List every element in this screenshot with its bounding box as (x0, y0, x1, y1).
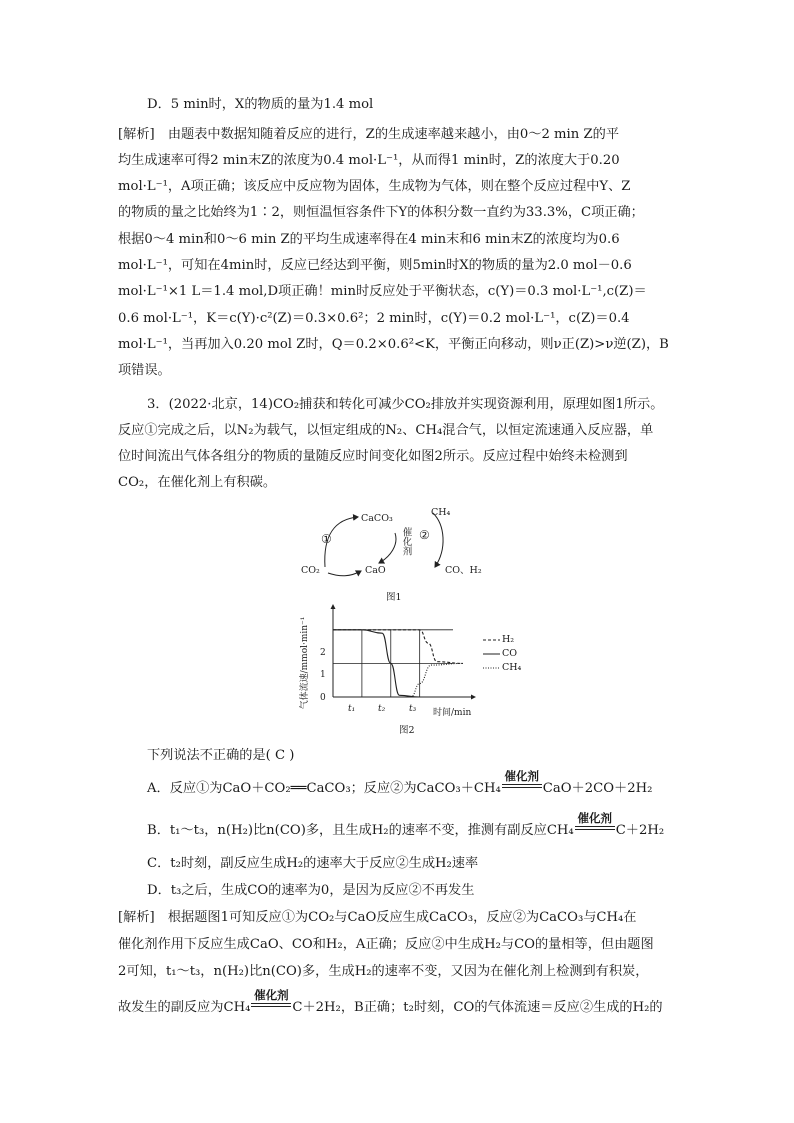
analysis-paragraph-1-line-4: 的物质的量之比始终为1∶2，则恒温恒容条件下Y的体积分数一直约为33.3%，C项正确； (118, 205, 644, 220)
catalyst-arrow (502, 769, 542, 797)
option-b-products: C＋2H₂ (615, 823, 665, 838)
question-3-stem-line-3: 位时间流出气体各组分的物质的量随反应时间变化如图2所示。反应过程中始终未检测到 (118, 449, 628, 464)
option-a-products: CaO＋2CO＋2H₂ (542, 781, 653, 796)
caco3-label: CaCO₃ (361, 513, 393, 524)
y-tick-0: 0 (320, 693, 326, 703)
x-axis-arrowhead (471, 695, 476, 700)
option-d-q3: D．t₃之后，生成CO的速率为0，是因为反应②不再发生 (147, 883, 475, 898)
analysis-q3-line-3: 2可知，t₁～t₃，n(H₂)比n(CO)多，生成H₂的速率不变，又因为在催化剂上检测到有积炭， (118, 964, 649, 979)
analysis-paragraph-1-line-9 (118, 337, 669, 353)
option-a-text: A．反应①为CaO＋CO₂══CaCO₃；反应②为CaCO₃＋CH₄ (147, 781, 501, 796)
catalyst-arrow (251, 988, 291, 1016)
x-tick-t1: t₁ (348, 704, 356, 714)
series-line-h2 (333, 630, 463, 664)
question-3-stem-line-2: 反应①完成之后，以N₂为载气，以恒定组成的N₂、CH₄混合气，以恒定流速通入反应器，单 (118, 423, 654, 438)
question-prompt: 下列说法不正确的是( C ) (147, 748, 295, 763)
series-line-ch4 (333, 663, 463, 697)
cao-label: CaO (365, 565, 386, 576)
analysis-q3-line-4 (118, 988, 663, 1016)
x-tick-t2: t₂ (378, 704, 386, 714)
question-3-stem-line-4: CO₂，在催化剂上有积碳。 (118, 475, 277, 490)
y-axis-arrowhead (331, 604, 336, 609)
analysis-q3-line-1 (118, 910, 636, 926)
analysis-paragraph-1-line-7: mol·L⁻¹×1 L＝1.4 mol,D项正确！min时反应处于平衡状态，c(Y)＝0.3 mol·L⁻¹,c(Z)＝ (118, 284, 647, 299)
analysis-paragraph-1-line-5: 根据0～4 min和0～6 min Z的平均生成速率得在4 min末和6 min末Z的浓度均为0.6 (118, 232, 620, 247)
option-d: D．5 min时，X的物质的量为1.4 mol (147, 97, 374, 112)
circle-2-label: ② (419, 528, 430, 542)
products-label: CO、H₂ (445, 565, 482, 576)
catalyst-arrow (575, 811, 615, 839)
cycle-arc-down-left (379, 533, 396, 563)
analysis-paragraph-1-line-3: mol·L⁻¹，A项正确；该反应中反应物为固体，生成物为气体，则在整个反应过程中Y、Z (118, 179, 631, 194)
option-c: C．t₂时刻，副反应生成H₂的速率大于反应②生成H₂速率 (147, 856, 479, 871)
rate-comparison: ν正(Z)>ν逆(Z)，B (553, 337, 669, 352)
analysis-paragraph-1-line-1 (118, 127, 619, 143)
analysis-text: 根据题图1可知反应①为CO₂与CaO反应生成CaCO₃，反应②为CaCO₃与CH₄在 (167, 910, 637, 925)
figure-2-caption: 图2 (399, 725, 415, 736)
y-tick-1: 1 (320, 670, 326, 680)
analysis-paragraph-1-line-10: 项错误。 (118, 363, 171, 378)
analysis-paragraph-1-line-8: 0.6 mol·L⁻¹，K＝c(Y)·c²(Z)＝0.3×0.6²；2 min时，c(Y)＝0.2 mol·L⁻¹，c(Z)＝0.4 (118, 311, 630, 326)
y-tick-2: 2 (320, 648, 326, 658)
question-3-stem-line-1: 3．(2022·北京，14)CO₂捕获和转化可减少CO₂排放并实现资源利用，原理如图1所示。 (147, 397, 664, 412)
option-b (147, 811, 665, 839)
arrow-co2-to-cao (328, 571, 361, 576)
analysis-text: C＋2H₂，B正确；t₂时刻，CO的气体流速＝反应②生成的H₂的 (292, 1000, 663, 1015)
analysis-text: 由题表中数据知随着反应的进行，Z的生成速率越来越小，由0～2 min Z的平 (167, 127, 620, 142)
co2-label: CO₂ (301, 565, 320, 576)
y-axis-label: 气体流速/mmol·min⁻¹ (300, 616, 310, 710)
ch4-label: CH₄ (431, 507, 451, 518)
cycle-arc-2 (433, 513, 443, 567)
analysis-text: 故发生的副反应为CH₄ (118, 1000, 251, 1015)
catalyst-label: 催化剂 (504, 769, 540, 783)
legend-co: CO (502, 648, 518, 659)
catalyst-label: 催化剂 (577, 811, 612, 825)
option-a (147, 769, 653, 797)
legend-ch4: CH₄ (502, 662, 522, 673)
analysis-paragraph-1-line-2: 均生成速率可得2 min末Z的浓度为0.4 mol·L⁻¹，从而得1 min时，Z的浓度大于0.20 (118, 153, 620, 168)
x-axis-label: 时间/min (433, 708, 472, 718)
analysis-label: [解析] (118, 127, 155, 142)
x-tick-t3: t₃ (409, 704, 417, 714)
circle-1-label: ① (321, 532, 332, 546)
catalyst-vertical-label: 催化剂 (400, 527, 412, 556)
option-b-text: B．t₁～t₃，n(H₂)比n(CO)多，且生成H₂的速率不变，推测有副反应CH₄ (147, 823, 574, 838)
figure-1-caption: 图1 (386, 592, 402, 603)
analysis-q3-line-2: 催化剂作用下反应生成CaO、CO和H₂，A正确；反应②中生成H₂与CO的量相等，但由题图 (118, 937, 654, 952)
analysis-label: [解析] (118, 910, 155, 925)
legend-h2: H₂ (502, 634, 515, 645)
analysis-paragraph-1-line-6: mol·L⁻¹，可知在4min时，反应已经达到平衡，则5min时X的物质的量为2.0 mol－0.6 (118, 258, 632, 273)
figure-1-diagram (295, 505, 510, 595)
catalyst-label: 催化剂 (254, 988, 289, 1002)
analysis-text: mol·L⁻¹，当再加入0.20 mol Z时，Q＝0.2×0.6²<K，平衡正向移动，则 (118, 337, 554, 352)
